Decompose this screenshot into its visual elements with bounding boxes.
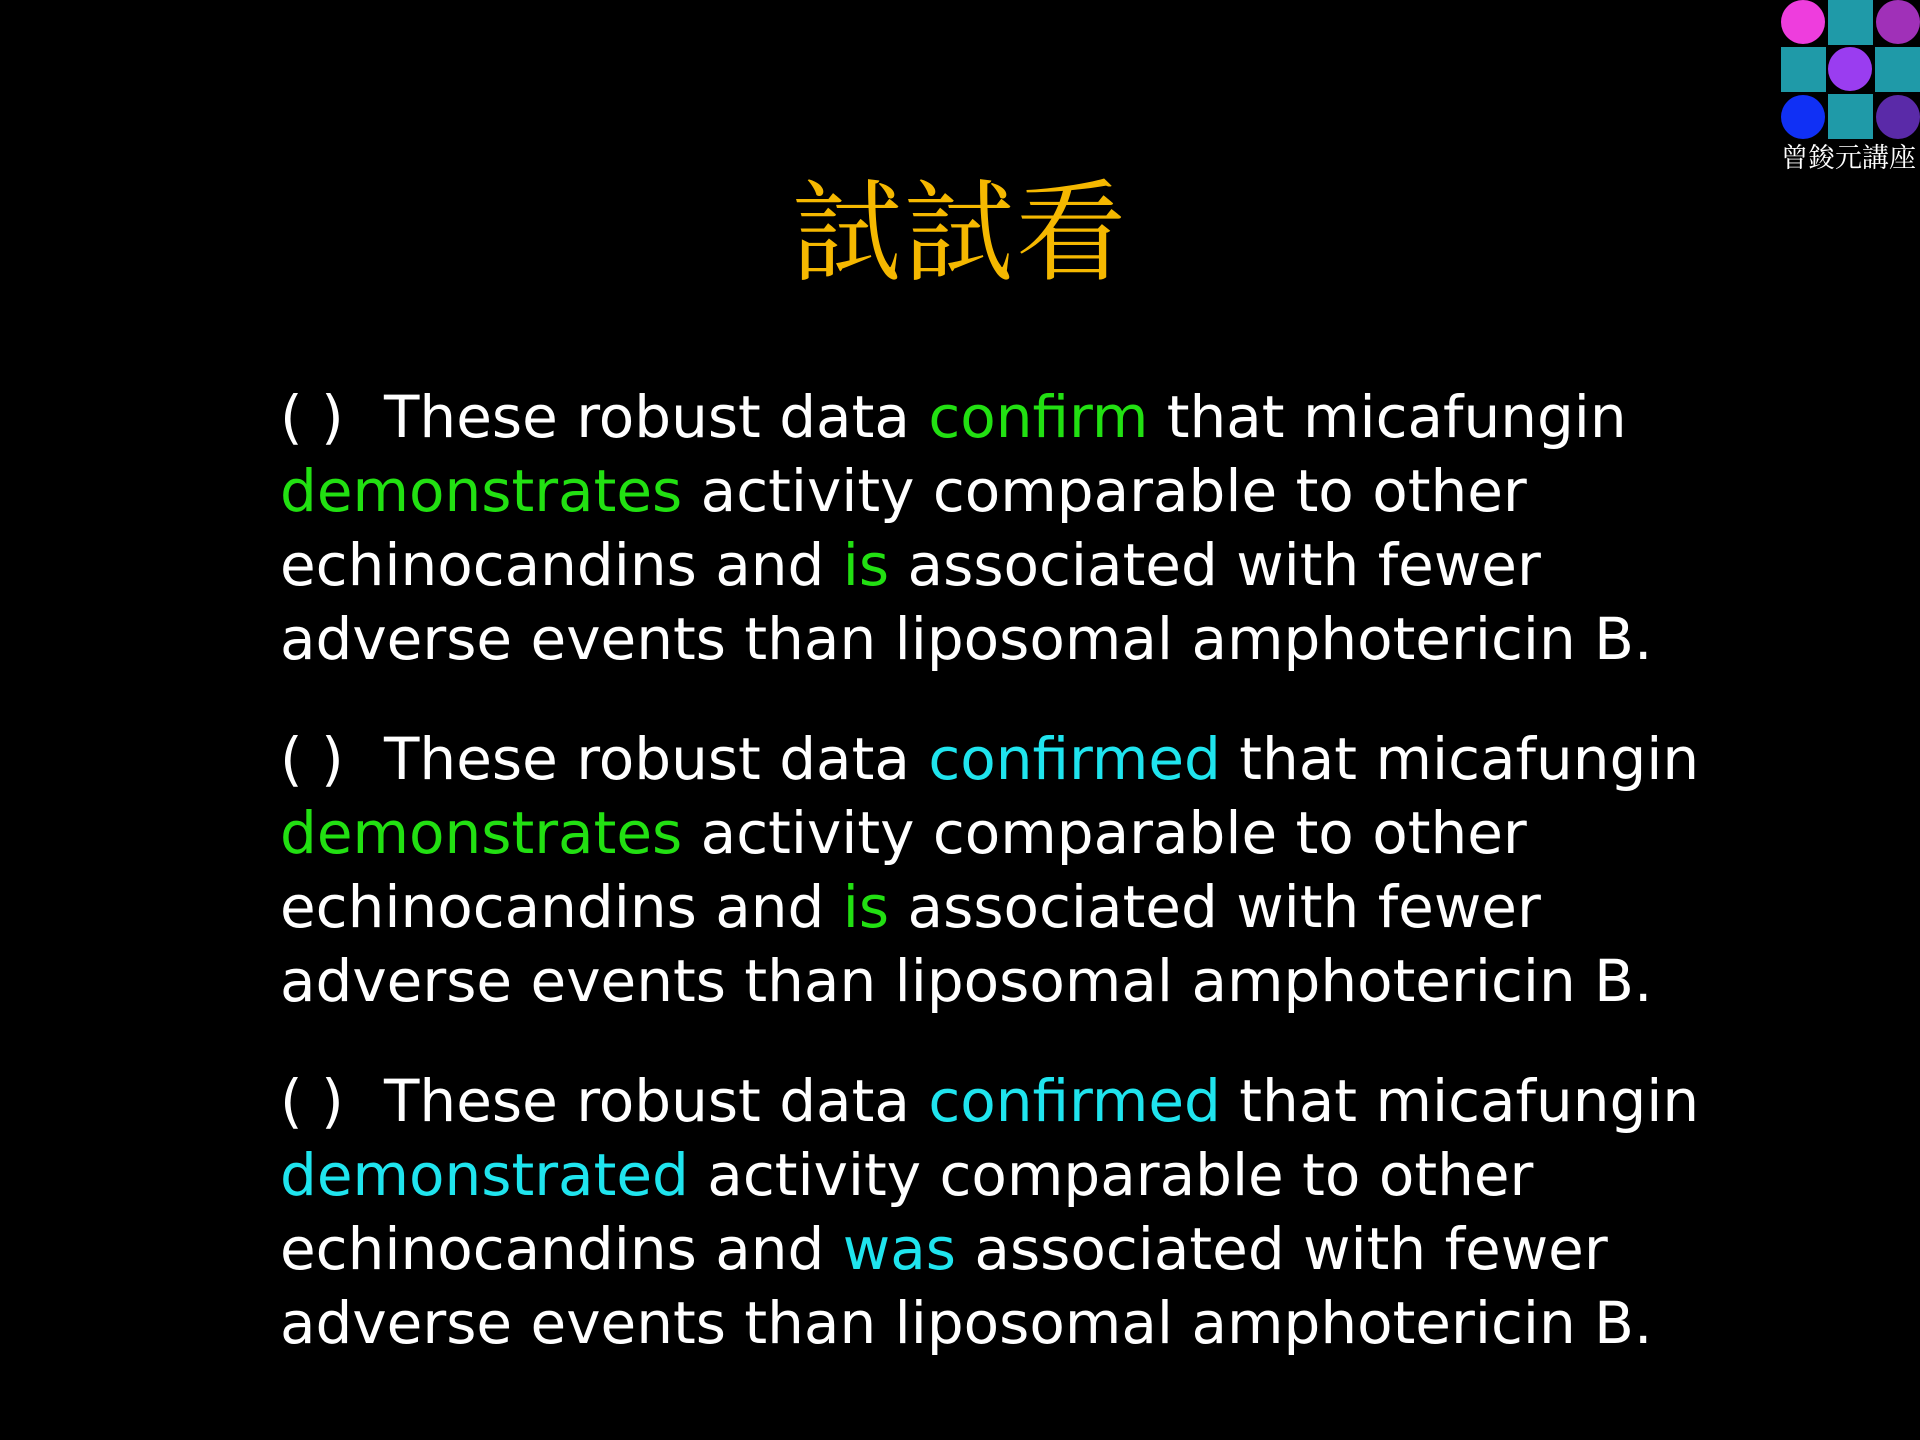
highlighted-verb: demonstrated	[280, 1141, 689, 1209]
exercise-item-2	[280, 722, 1700, 1018]
item-text: that micafungin	[1220, 725, 1700, 793]
item-line	[280, 722, 1700, 796]
logo	[1781, 0, 1920, 180]
highlighted-verb: confirm	[928, 383, 1149, 451]
logo-square-teal	[1875, 47, 1920, 92]
item-line	[280, 528, 1700, 602]
answer-blank: ( )	[280, 725, 344, 793]
item-line: adverse events than liposomal amphotericin B.	[280, 1289, 1653, 1357]
item-text: associated with fewer	[889, 531, 1541, 599]
item-text: activity comparable to other	[682, 457, 1527, 525]
colored-dot-grid-logo-icon	[1781, 0, 1920, 139]
item-line	[280, 1212, 1700, 1286]
logo-square-teal	[1781, 47, 1826, 92]
item-line: adverse events than liposomal amphotericin B.	[280, 947, 1653, 1015]
logo-square-teal	[1828, 0, 1873, 45]
item-line	[280, 1064, 1700, 1138]
item-line: adverse events than liposomal amphotericin B.	[280, 605, 1653, 673]
item-text: These robust data	[384, 1067, 929, 1135]
item-text: These robust data	[384, 725, 929, 793]
item-line	[280, 870, 1700, 944]
item-text: that micafungin	[1220, 1067, 1700, 1135]
item-text: echinocandins and	[280, 1215, 843, 1283]
slide-title: 試試看	[792, 169, 1128, 297]
highlighted-verb: was	[842, 1215, 956, 1283]
item-text: activity comparable to other	[682, 799, 1527, 867]
highlighted-verb: confirmed	[928, 725, 1221, 793]
item-text: These robust data	[384, 383, 929, 451]
item-text: associated with fewer	[889, 873, 1541, 941]
item-text: echinocandins and	[280, 531, 843, 599]
item-text: associated with fewer	[955, 1215, 1608, 1283]
highlighted-verb: is	[842, 873, 890, 941]
logo-dot-indigo	[1876, 95, 1920, 139]
answer-blank: ( )	[280, 1067, 344, 1135]
highlighted-verb: is	[842, 531, 890, 599]
logo-dot-purple	[1876, 0, 1920, 44]
item-line	[280, 454, 1700, 528]
item-line	[280, 380, 1700, 454]
exercise-item-1	[280, 380, 1700, 676]
exercise-list	[280, 380, 1700, 1360]
item-text: activity comparable to other	[688, 1141, 1534, 1209]
highlighted-verb: confirmed	[928, 1067, 1221, 1135]
item-text: echinocandins and	[280, 873, 843, 941]
item-line	[280, 1138, 1700, 1212]
highlighted-verb: demonstrates	[280, 457, 683, 525]
logo-square-teal	[1828, 94, 1873, 139]
exercise-item-3	[280, 1064, 1700, 1360]
item-text: that micafungin	[1148, 383, 1627, 451]
answer-blank: ( )	[280, 383, 344, 451]
highlighted-verb: demonstrates	[280, 799, 683, 867]
logo-caption: 曾鋑元講座	[1781, 143, 1916, 174]
logo-dot-violet	[1828, 47, 1872, 91]
item-line	[280, 796, 1700, 870]
logo-dot-magenta	[1781, 0, 1825, 44]
logo-dot-blue	[1781, 95, 1825, 139]
